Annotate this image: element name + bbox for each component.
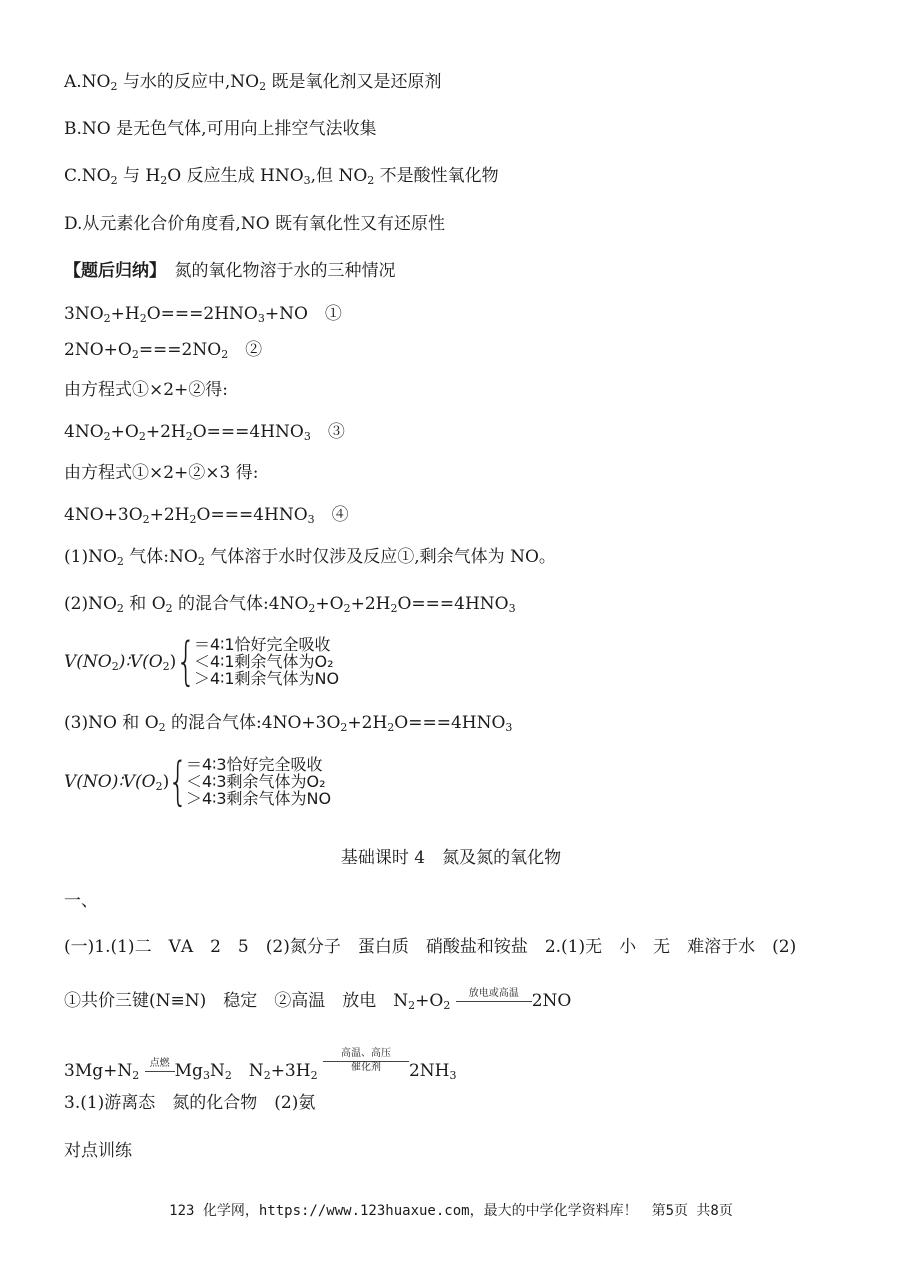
ratio-conditions: ＝4∶1恰好完全吸收 ＜4∶1剩余气体为O₂ ＞4∶1剩余气体为NO <box>194 635 340 688</box>
answer-line-3: $3Mg+N_2$ 点燃 $Mg_3N_2$ $N_2+3H_2$ 高温、高压 催化剂 $2NH_3$ <box>64 1048 457 1082</box>
case-1: $(1)NO_2$ 气体$:NO_2$ 气体溶于水时仅涉及反应①,剩余气体为 NO。 <box>64 547 556 568</box>
page-footer: 123 化学网，https://www.123huaxue.com，最大的中学化学资料库！ 第5页 共8页 <box>169 1203 733 1219</box>
equation-2: $2NO+O_2===2NO_2$ ② <box>64 340 263 361</box>
reversible-arrow: 高温、高压 催化剂 <box>323 1048 409 1074</box>
answer-line-4: 3.(1)游离态 氮的化合物 (2)氨 <box>64 1093 316 1113</box>
answer-line-1: (一)1.(1)二 ⅤA 2 5 (2)氮分子 蛋白质 硝酸盐和铵盐 2.(1)无 小 无 难溶于水 (2) <box>64 937 797 957</box>
section-title: 基础课时 4 氮及氮的氧化物 <box>340 848 562 868</box>
option-a: $A.NO_2$ 与水的反应中$,NO_2$ 既是氧化剂又是还原剂 <box>64 72 442 93</box>
answer-line-5: 对点训练 <box>64 1141 132 1161</box>
derivation-1: 由方程式①×2+②得: <box>64 380 229 400</box>
ratio-label: $V(NO_2)∶V(O_2)$ <box>64 652 177 673</box>
option-b: B.NO 是无色气体,可用向上排空气法收集 <box>64 119 377 139</box>
case-3: (3)NO 和 $O_2$ 的混合气体$:4NO+3O_2+2H_2O===4HNO_3$ <box>64 713 513 734</box>
answer-line-2: ①共价三键(N≡N) 稳定 ②高温 放电 $N_2+O_2$ 放电或高温 2NO <box>64 988 572 1012</box>
ratio-conditions: ＝4∶3恰好完全吸收 ＜4∶3剩余气体为O₂ ＞4∶3剩余气体为NO <box>186 755 332 808</box>
equation-4: $4NO+3O_2+2H_2O===4HNO_3$ ④ <box>64 505 349 526</box>
brace-icon: { <box>168 752 188 812</box>
ratio-label: $V(NO)∶V(O_2)$ <box>64 772 170 793</box>
case-2: $(2)NO_2$ 和 $O_2$ 的混合气体$:4NO_2+O_2+2H_2O===4HNO_3$ <box>64 594 516 615</box>
reaction-arrow: 放电或高温 <box>456 988 532 1002</box>
part-label: 一、 <box>64 891 98 911</box>
option-d: D.从元素化合价角度看,NO 既有氧化性又有还原性 <box>64 214 446 234</box>
brace-icon: { <box>176 632 196 692</box>
equation-1: $3NO_2+H_2O===2HNO_3+NO$ ① <box>64 304 342 325</box>
derivation-2: 由方程式①×2+②×3 得: <box>64 463 259 483</box>
option-c: $C.NO_2$ 与 $H_2O$ 反应生成 $HNO_3$,但 $NO_2$ 不是酸性氧化物 <box>64 166 499 187</box>
equation-3: $4NO_2+O_2+2H_2O===4HNO_3$ ③ <box>64 422 345 443</box>
reaction-arrow: 点燃 <box>145 1058 175 1072</box>
summary-heading: 【题后归纳】 氮的氧化物溶于水的三种情况 <box>64 261 396 281</box>
